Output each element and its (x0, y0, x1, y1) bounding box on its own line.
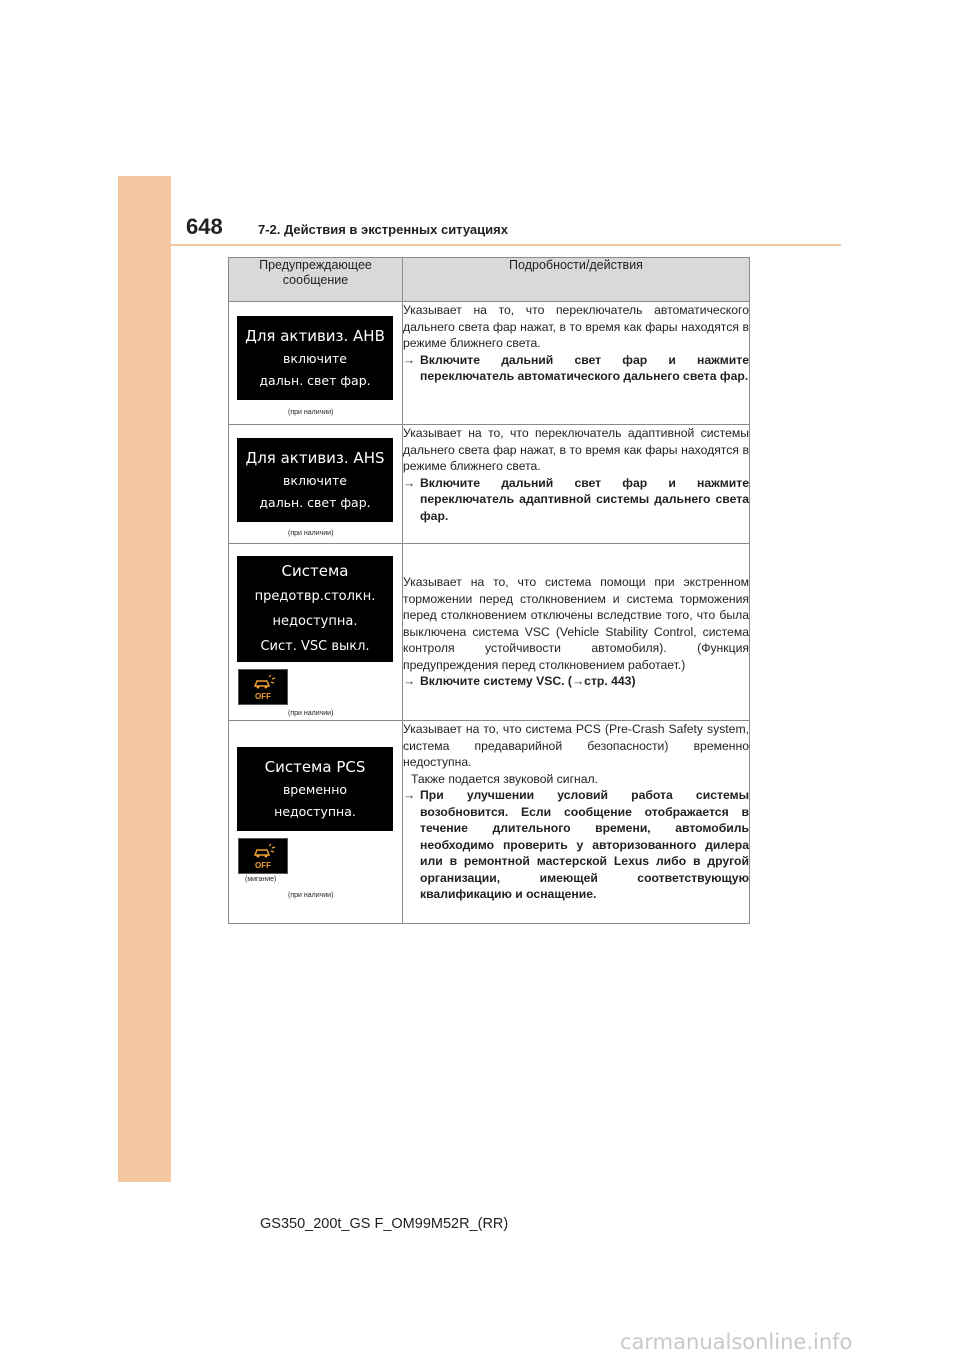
header-message: Предупреждающее сообщение (229, 258, 403, 302)
blinking-caption: (мигание) (245, 876, 277, 883)
message-cell (229, 544, 403, 721)
details-text: Указывает на то, что переключатель адаптивной системы дальнего света фар нажат, в то время как фары находятся в режиме ближнего света. (403, 426, 749, 473)
off-label: OFF (255, 692, 271, 701)
header-rule (171, 244, 841, 246)
display-line: Для активиз. AHB (245, 326, 385, 345)
action-text (403, 673, 749, 690)
display-line: дальн. свет фар. (259, 372, 371, 388)
availability-caption: (при наличии) (288, 892, 334, 899)
warning-message-table (228, 257, 750, 924)
details-text: Указывает на то, что переключатель автоматического дальнего света фар нажат, в то время как фары находятся в режиме ближнего света. (403, 303, 749, 350)
display-line: предотвр.столкн. (254, 589, 376, 604)
message-cell (229, 302, 403, 425)
message-display (237, 438, 393, 522)
car-collision-icon (249, 674, 277, 692)
page-number: 648 (186, 214, 223, 239)
details-cell (403, 721, 750, 924)
display-line: Для активиз. AHS (245, 448, 385, 467)
display-line: временно (282, 781, 348, 797)
off-label: OFF (255, 861, 271, 870)
action-text (403, 787, 749, 903)
display-line: Сист. VSC выкл. (260, 639, 370, 654)
header-details: Подробности/действия (403, 258, 750, 302)
availability-caption: (при наличии) (288, 409, 334, 416)
action-text (403, 352, 749, 385)
pcs-off-icon (238, 838, 288, 874)
message-cell (229, 721, 403, 924)
action-label: При улучшении условий работа системы возобновится. Если сообщение отображается в течение длительного времени, автомобиль необходимо проверить у авторизованного дилера или в ремонтной мастерской Lexus либо в другой организации, имеющей соответствующую квалификацию и оснащение. (420, 788, 749, 901)
table-row (229, 721, 750, 924)
section-title: 7-2. Действия в экстренных ситуациях (258, 222, 508, 237)
car-collision-icon (249, 843, 277, 861)
document-code: GS350_200t_GS F_OM99M52R_(RR) (260, 1216, 509, 1232)
display-line: включите (283, 472, 347, 488)
display-line: включите (283, 350, 347, 366)
display-line: Система (281, 562, 349, 580)
table-row (229, 544, 750, 721)
side-band (118, 176, 171, 1182)
watermark: carmanualsonline.info (620, 1330, 853, 1354)
pcs-off-icon (238, 669, 288, 705)
action-label: Включите дальний свет фар и нажмите переключатель адаптивной системы дальнего света фар. (420, 475, 749, 523)
arrow-icon: → (403, 674, 416, 689)
availability-caption: (при наличии) (288, 710, 334, 717)
table-row (229, 302, 750, 425)
details-cell (403, 302, 750, 425)
details-cell (403, 425, 750, 544)
display-line: дальн. свет фар. (259, 494, 371, 510)
message-display (237, 556, 393, 662)
arrow-icon: → (403, 788, 416, 802)
details-cell (403, 544, 750, 721)
details-note: Также подается звуковой сигнал. (411, 771, 599, 786)
message-display (237, 316, 393, 400)
details-text: Указывает на то, что система помощи при экстренном торможении перед столкновением и система торможения перед столкновением отключены вследствие того, что была выключена система VSC (Vehicle Stability Control, система контроля устойчивости автомобиля). (Функция предупреждения перед столкновением работает.) (403, 575, 749, 672)
action-text (403, 475, 749, 525)
display-line: недоступна. (272, 614, 358, 629)
display-line: недоступна. (274, 803, 356, 819)
arrow-icon: → (403, 352, 416, 367)
table-row (229, 425, 750, 544)
details-text: Указывает на то, что система PCS (Pre-Crash Safety system, система предаварийной безопасности) временно недоступна. (403, 722, 749, 769)
action-label: Включите систему VSC. (→стр. 443) (420, 674, 636, 689)
message-cell (229, 425, 403, 544)
message-display (237, 747, 393, 831)
availability-caption: (при наличии) (288, 530, 334, 537)
table-header-row (229, 258, 750, 302)
action-label: Включите дальний свет фар и нажмите переключатель автоматического дальнего света фар. (420, 352, 749, 383)
display-line: Система PCS (264, 757, 366, 776)
arrow-icon: → (403, 475, 416, 490)
